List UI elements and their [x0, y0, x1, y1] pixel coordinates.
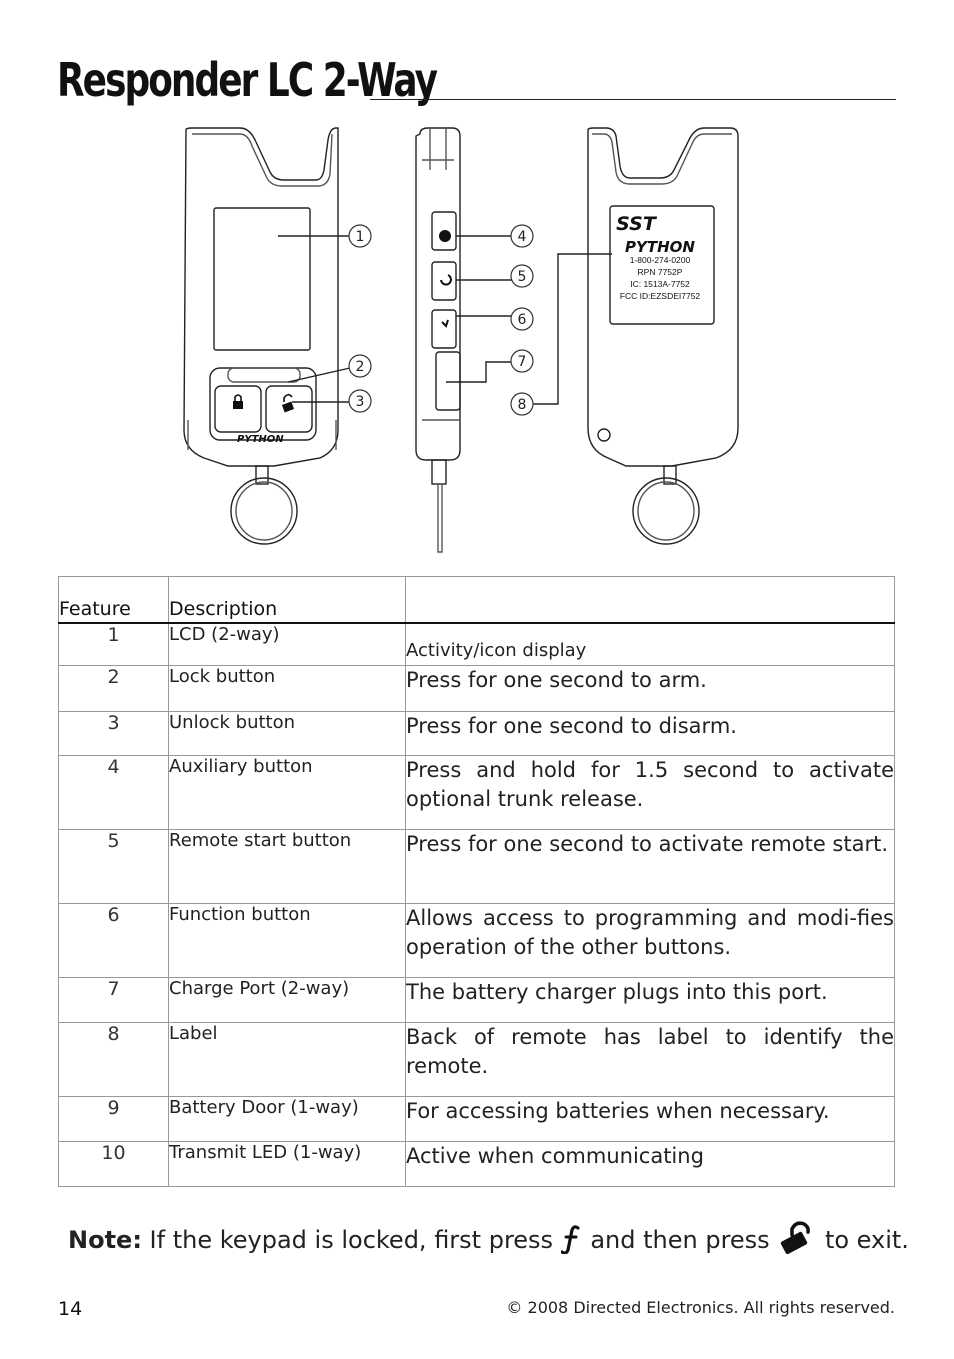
title-rule: [370, 99, 896, 100]
remote-illustration: [170, 120, 790, 570]
row-description: Press and hold for 1.5 second to activate optional trunk release.: [406, 756, 895, 830]
table-row: [59, 978, 895, 1023]
row-description: Active when communicating: [406, 1142, 895, 1187]
callout-6-text: 6: [517, 312, 527, 328]
keypad-note: [68, 1220, 909, 1254]
row-description: Allows access to programming and modi-fies operation of the other buttons.: [406, 904, 895, 978]
callouts: [349, 225, 533, 415]
python-logo: PYTHON: [625, 238, 695, 256]
row-description: Press for one second to activate remote start.: [406, 830, 895, 904]
remote-back-view: [588, 128, 738, 544]
row-number: 1: [59, 623, 169, 666]
row-feature: Lock button: [169, 666, 406, 712]
note-text-3: to exit.: [817, 1226, 909, 1254]
unlock-button-icon: [282, 395, 294, 413]
table-row: [59, 830, 895, 904]
note-text-1: If the keypad is locked, first press: [141, 1226, 561, 1254]
callout-3-text: 3: [355, 394, 365, 410]
row-number: 8: [59, 1023, 169, 1097]
row-description: Press for one second to disarm.: [406, 712, 895, 756]
function-f-icon: [561, 1224, 583, 1254]
row-feature: Charge Port (2-way): [169, 978, 406, 1023]
row-number: 2: [59, 666, 169, 712]
callout-7-text: 7: [517, 354, 527, 370]
table-row: [59, 756, 895, 830]
side-button-icons: [439, 230, 451, 326]
table-header-row: [59, 577, 895, 624]
header-description: Description: [169, 577, 406, 624]
row-description: The battery charger plugs into this port.: [406, 978, 895, 1023]
table-row: [59, 712, 895, 756]
callout-4-text: 4: [517, 229, 527, 245]
remote-front-view: [184, 128, 350, 544]
note-text-2: and then press: [582, 1226, 778, 1254]
table-row: [59, 1097, 895, 1142]
row-feature: Function button: [169, 904, 406, 978]
table-row: [59, 1142, 895, 1187]
row-feature: Auxiliary button: [169, 756, 406, 830]
row-description: Activity/icon display: [406, 623, 895, 666]
row-number: 9: [59, 1097, 169, 1142]
page-number: 14: [58, 1298, 83, 1320]
note-lead: Note:: [68, 1226, 142, 1254]
table-row: [59, 1023, 895, 1097]
lock-button-icon: [233, 395, 243, 409]
remote-side-view: [416, 128, 612, 552]
row-number: 3: [59, 712, 169, 756]
table-row: [59, 623, 895, 666]
row-feature: Label: [169, 1023, 406, 1097]
label-line-4: FCC ID:EZSDEI7752: [619, 291, 701, 301]
header-blank: [406, 577, 895, 624]
label-line-3: IC: 1513A-7752: [630, 279, 690, 289]
row-number: 4: [59, 756, 169, 830]
page-title: Responder LC 2-Way: [57, 53, 437, 107]
row-number: 5: [59, 830, 169, 904]
callout-5-text: 5: [517, 269, 527, 285]
table-row: [59, 904, 895, 978]
row-description: Press for one second to arm.: [406, 666, 895, 712]
row-description: For accessing batteries when necessary.: [406, 1097, 895, 1142]
features-table: [58, 576, 895, 1187]
callout-2-text: 2: [355, 359, 365, 375]
sst-logo: SST: [616, 213, 656, 235]
row-feature: Transmit LED (1-way): [169, 1142, 406, 1187]
row-feature: Unlock button: [169, 712, 406, 756]
table-row: [59, 666, 895, 712]
row-feature: LCD (2-way): [169, 623, 406, 666]
header-feature: Feature: [59, 577, 169, 624]
callout-8-text: 8: [517, 397, 527, 413]
row-number: 7: [59, 978, 169, 1023]
unlock-icon: [777, 1220, 817, 1254]
label-line-1: 1-800-274-0200: [629, 255, 691, 265]
row-feature: Battery Door (1-way): [169, 1097, 406, 1142]
row-feature: Remote start button: [169, 830, 406, 904]
row-description: Back of remote has label to identify the remote.: [406, 1023, 895, 1097]
label-line-2: RPN 7752P: [637, 267, 683, 277]
copyright: © 2008 Directed Electronics. All rights reserved.: [506, 1298, 895, 1317]
callout-1-text: 1: [355, 229, 365, 245]
front-brand: PYTHON: [237, 434, 284, 445]
row-number: 10: [59, 1142, 169, 1187]
row-number: 6: [59, 904, 169, 978]
